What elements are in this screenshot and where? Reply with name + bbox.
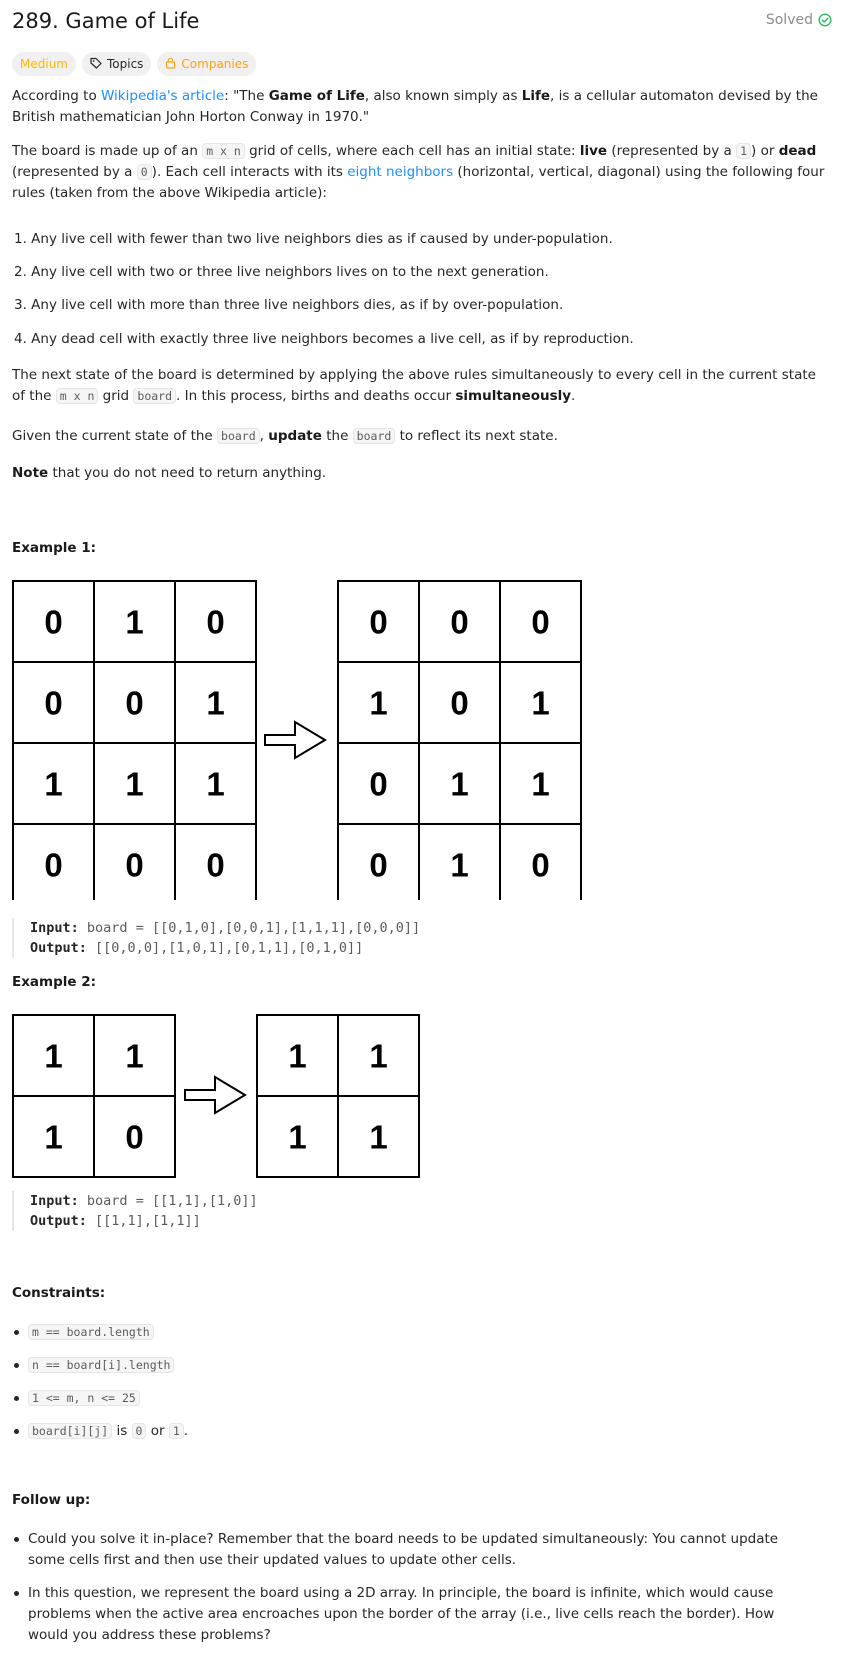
lock-icon <box>165 57 176 72</box>
grid-cell-value: 1 <box>44 1037 63 1075</box>
grid-cell-value: 0 <box>206 603 225 641</box>
grid-cell-value: 0 <box>206 846 225 884</box>
grid-cell-value: 1 <box>125 765 144 803</box>
follow-up-title: Follow up: <box>12 1492 91 1508</box>
grid-cell-value: 1 <box>369 684 388 722</box>
update-paragraph: Given the current state of the board , update the board to reflect its next state. <box>12 428 558 444</box>
grid-cell-value: 0 <box>44 846 63 884</box>
grid-cell-value: 0 <box>450 603 469 641</box>
constraints-title: Constraints: <box>12 1285 106 1301</box>
constraints-list <box>12 1322 832 1442</box>
example-1-title: Example 1: <box>12 540 97 556</box>
grid-cell-value: 0 <box>44 684 63 722</box>
companies-label: Companies <box>181 57 249 71</box>
follow-up-list <box>12 1529 812 1646</box>
grid-cell-value: 1 <box>450 765 469 803</box>
next-state-paragraph: The next state of the board is determined by applying the above rules simultaneously to every cell in the current state of the m x n grid board . In this process, births and deaths occur simultaneously. <box>12 367 816 404</box>
solved-label: Solved <box>765 12 813 28</box>
example-1-before-grid <box>13 581 256 900</box>
example-2-diagram <box>12 1004 452 1182</box>
grid-cell-value: 1 <box>44 765 63 803</box>
rule-item: 1. Any live cell with fewer than two live neighbors dies as if caused by under-population. <box>14 231 613 247</box>
grid-cell-value: 1 <box>531 765 550 803</box>
header <box>12 9 832 39</box>
grid-cell-value: 0 <box>369 765 388 803</box>
grid-cell-value: 1 <box>531 684 550 722</box>
tag-icon <box>90 57 102 72</box>
constraint-item: n == board[i].length <box>12 1355 832 1376</box>
wikipedia-link[interactable]: Wikipedia's article <box>101 88 225 104</box>
example-2-io: Input: board = [[1,1],[1,0]] Output: [[1,1],[1,1]] <box>12 1191 850 1231</box>
grid-cell-value: 1 <box>125 1037 144 1075</box>
topics-label: Topics <box>106 57 144 71</box>
topics-button[interactable] <box>82 52 151 76</box>
example-2-title: Example 2: <box>12 974 97 990</box>
follow-up-item: Could you solve it in-place? Remember that the board needs to be updated simultaneously: You cannot update some cells first and then use their updated values to update other cells. <box>12 1529 812 1571</box>
grid-cell-value: 0 <box>44 603 63 641</box>
grid-cell-value: 0 <box>125 1118 144 1156</box>
example-1-diagram <box>12 570 612 900</box>
grid-cell-value: 1 <box>206 765 225 803</box>
example-2-after-grid <box>257 1015 419 1177</box>
difficulty-badge <box>12 52 76 76</box>
grid-cell-value: 1 <box>206 684 225 722</box>
grid-cell-value: 1 <box>125 603 144 641</box>
grid-cell-value: 1 <box>450 846 469 884</box>
grid-cell-value: 1 <box>369 1118 388 1156</box>
grid-cell-value: 0 <box>531 846 550 884</box>
grid-cell-value: 0 <box>450 684 469 722</box>
constraint-item: board[i][j] is 0 or 1 . <box>12 1421 832 1442</box>
example-2-arrow <box>185 1077 245 1113</box>
example-2-before-grid <box>13 1015 175 1177</box>
example-1-after-grid <box>338 581 581 900</box>
grid-cell-value: 0 <box>369 846 388 884</box>
intro-paragraph: According to Wikipedia's article: "The Game of Life, also known simply as Life, is a cellular automaton devised by the British mathematician John Horton Conway in 1970." <box>12 88 818 125</box>
tag-row <box>12 52 256 76</box>
constraint-item: m == board.length <box>12 1322 832 1343</box>
grid-cell-value: 1 <box>288 1118 307 1156</box>
grid-cell-value: 0 <box>125 846 144 884</box>
grid-cell-value: 1 <box>369 1037 388 1075</box>
check-circle-icon <box>818 13 832 27</box>
grid-cell-value: 1 <box>288 1037 307 1075</box>
difficulty-label: Medium <box>20 57 68 71</box>
page-title: 289. Game of Life <box>12 9 200 33</box>
companies-button[interactable] <box>157 52 256 76</box>
eight-neighbors-link[interactable]: eight neighbors <box>347 164 454 180</box>
rule-item: 2. Any live cell with two or three live neighbors lives on to the next generation. <box>14 264 549 280</box>
grid-cell-value: 1 <box>44 1118 63 1156</box>
example-1-arrow <box>265 722 325 758</box>
example-1-io: Input: board = [[0,1,0],[0,0,1],[1,1,1],[0,0,0]] Output: [[0,0,0],[1,0,1],[0,1,1],[0,1,0]] <box>12 918 850 958</box>
rule-item: 4. Any dead cell with exactly three live neighbors becomes a live cell, as if by reproduction. <box>14 331 634 347</box>
grid-cell-value: 0 <box>369 603 388 641</box>
follow-up-item: In this question, we represent the board using a 2D array. In principle, the board is infinite, which would cause problems when the active area encroaches upon the border of the array (i.e., live cells reach the border). How would you address these problems? <box>12 1583 812 1646</box>
constraint-item: 1 <= m, n <= 25 <box>12 1388 832 1409</box>
board-paragraph: The board is made up of an m x n grid of cells, where each cell has an initial state: live (represented by a 1 ) or dead (represented by a 0 ). Each cell interacts with its eight neighbors (horizontal, vertical, diagonal) using the following four rules (taken from the above Wikipedia article): <box>12 143 825 201</box>
solved-status <box>766 12 832 28</box>
grid-cell-value: 0 <box>531 603 550 641</box>
note-paragraph: Note that you do not need to return anything. <box>12 465 327 481</box>
rule-item: 3. Any live cell with more than three live neighbors dies, as if by over-population. <box>14 297 564 313</box>
grid-cell-value: 0 <box>125 684 144 722</box>
